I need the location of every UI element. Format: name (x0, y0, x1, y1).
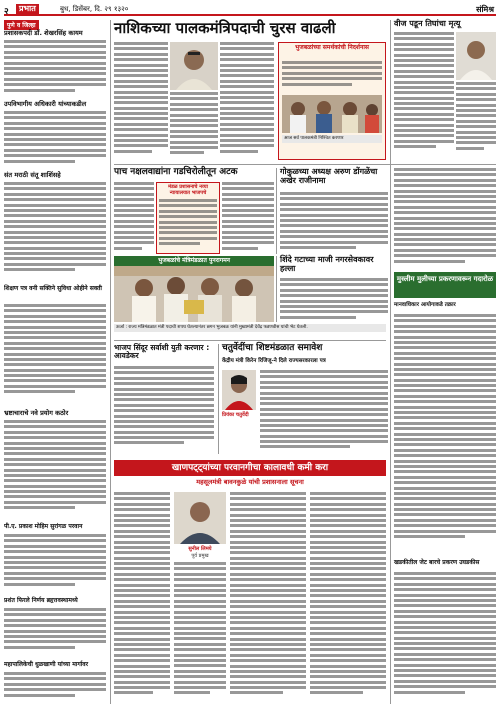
left-story1-headline: प्रशासकपदी डॉ. शेखरसिंह कायम (4, 29, 83, 37)
red-banner-sub: महसूलमंत्री बावनकुळे यांची प्रशासनाला सूचना (196, 478, 304, 486)
left-story7-body (4, 608, 106, 658)
issue-date: बुध, डिसेंबर, दि. २९ १३२० (60, 5, 129, 13)
bottom-body-col3 (230, 492, 306, 704)
left-story2-headline: उपविभागीय अधिकारी यांच्याकडील (4, 100, 87, 108)
left-story1-body (4, 40, 106, 98)
column-divider (276, 256, 277, 322)
sidebar-box-body (282, 61, 382, 91)
lead-body-col3 (220, 42, 274, 160)
right-feature-headline: मुस्लीम मुलीच्या प्रकरणावरून गदारोळ (396, 275, 494, 283)
green-box-header: भुजबळांचे मंत्रिमंडळात पुनरागमन (114, 256, 274, 266)
right-story2-body (394, 572, 496, 704)
bottom-body-col4 (310, 492, 386, 704)
mid2-body (280, 192, 388, 252)
row-divider (114, 340, 386, 341)
mid3-body (280, 278, 388, 324)
mid2-headline: गोकुळच्या अध्यक्ष अरुण डोंगळेंचा अखेर राजीनामा (280, 167, 378, 185)
left-story5-headline: भ्रष्टाचाराचे नवे प्रयोग कठोर (4, 409, 69, 417)
mid1-inset-box (156, 182, 220, 254)
bottom-body-col2 (174, 562, 226, 704)
mid1-body-col1 (114, 182, 154, 254)
right-top-body2 (456, 82, 496, 162)
right-feature-body (394, 314, 496, 554)
lead-sidebar-box (278, 42, 386, 160)
right-top-body (394, 32, 454, 162)
left-story3-body (4, 182, 106, 282)
left-story8-headline: महापालिकेची धुळखाणी यांच्या मार्गावर (4, 661, 89, 668)
photo-caption: ऊर्जा : राज्य मंत्रिमंडळात मंत्री पदाची शपथ घेतल्यानंतर छगन भुजबळ यांनी मुख्यमंत्री देवेंद्र फडणवीस यांची भेट घेतली. (114, 324, 386, 332)
section-name: संमिश्र (476, 5, 494, 14)
mid1-body-col3 (222, 182, 274, 254)
right-feature-sub: मानवाधिकार आयोगाकडे तक्रार (394, 302, 456, 308)
left-story4-headline: शिक्षण पत्र वनी सक्तिने सुविधा ओहीने सक्ती (4, 285, 102, 292)
right-feature-box (394, 272, 496, 298)
inset-box-body (159, 199, 217, 251)
left-story3-headline: संत मराठी संतू शाशिंसहे (4, 171, 61, 179)
column-divider (218, 344, 219, 454)
politician-photo (170, 42, 218, 90)
row-divider (114, 164, 496, 165)
chaturvedi-photo (222, 370, 256, 410)
right-mid-body (394, 168, 496, 268)
bottom-mid-headline: चतुर्वेदींचा शिष्टमंडळात समावेश (222, 343, 323, 353)
masthead (4, 4, 496, 16)
portrait-name: सुनील लिमये (188, 546, 212, 552)
left-story5-body (4, 420, 106, 520)
right-top-headline: वीज पडून तिघांचा मृत्यू (394, 19, 461, 28)
lead-body-col1 (114, 42, 168, 160)
swearing-in-photo (114, 266, 274, 322)
bottom-mid-body (260, 370, 388, 454)
bottom-body-col1 (114, 492, 170, 704)
red-banner-headline: खाणपट्ट्यांच्या परवानगीचा कालावधी कमी करा (114, 460, 386, 476)
portrait-title: पूर्व प्रमुख (191, 553, 209, 559)
sidebar-photo-caption: आज सर्व पालकमंत्री निश्चित करणार (282, 135, 382, 143)
bottom-mid-sub: केंद्रीय मंत्री किरेन रिजिजू-ने दिले राज्यसरकारला पत्र (222, 358, 326, 364)
left-story6-headline: पी.ए. प्रकाश मोहिम सुरांगळ परवान (4, 523, 83, 530)
mid3-headline: शिंदे गटाच्या माजी नगरसेवकावर हल्ला (280, 255, 374, 273)
column-label: पुणे व जिल्हा (4, 20, 39, 30)
lead-body-col2 (170, 92, 218, 160)
portrait-photo (174, 492, 226, 544)
inset-box-title: मंडळ प्रशासनाचे नव्या न्यायालयात भाजपचे (168, 184, 208, 196)
newspaper-logo: प्रभात (16, 4, 39, 14)
left-story8-body (4, 672, 106, 704)
left-story4-body (4, 304, 106, 406)
left-story6-body (4, 534, 106, 594)
sidebar-box-title: भुजबळांच्या समर्थकांची निदर्शनास (295, 44, 369, 51)
left-story7-headline: प्रशंत फिरले निर्णय ब्रहृत्तवस्थामध्ये (4, 597, 78, 604)
bottom-left-headline: भाजप सिंदूर सर्वाशी युती करणार : आवडेकर (114, 343, 210, 361)
column-divider (390, 20, 391, 704)
right-top-photo (456, 32, 496, 80)
newspaper-page (4, 4, 496, 704)
page-number: २ (4, 7, 9, 17)
column-divider (276, 168, 277, 254)
lead-headline: नाशिकच्या पालकमंत्रिपदाची चुरस वाढली (114, 19, 336, 37)
bottom-left-body (114, 366, 214, 454)
mid1-headline: पाच नक्षलवाद्यांना गडचिरोलीतून अटक (114, 167, 238, 177)
photo-byline: प्रियंका चतुर्वेदी (222, 412, 249, 418)
left-story2-body (4, 111, 106, 169)
protest-photo (282, 95, 382, 133)
right-story2-headline: खडकीतील जेट बारचे प्रकरण उघडकीस (394, 559, 480, 566)
column-divider (110, 20, 111, 704)
